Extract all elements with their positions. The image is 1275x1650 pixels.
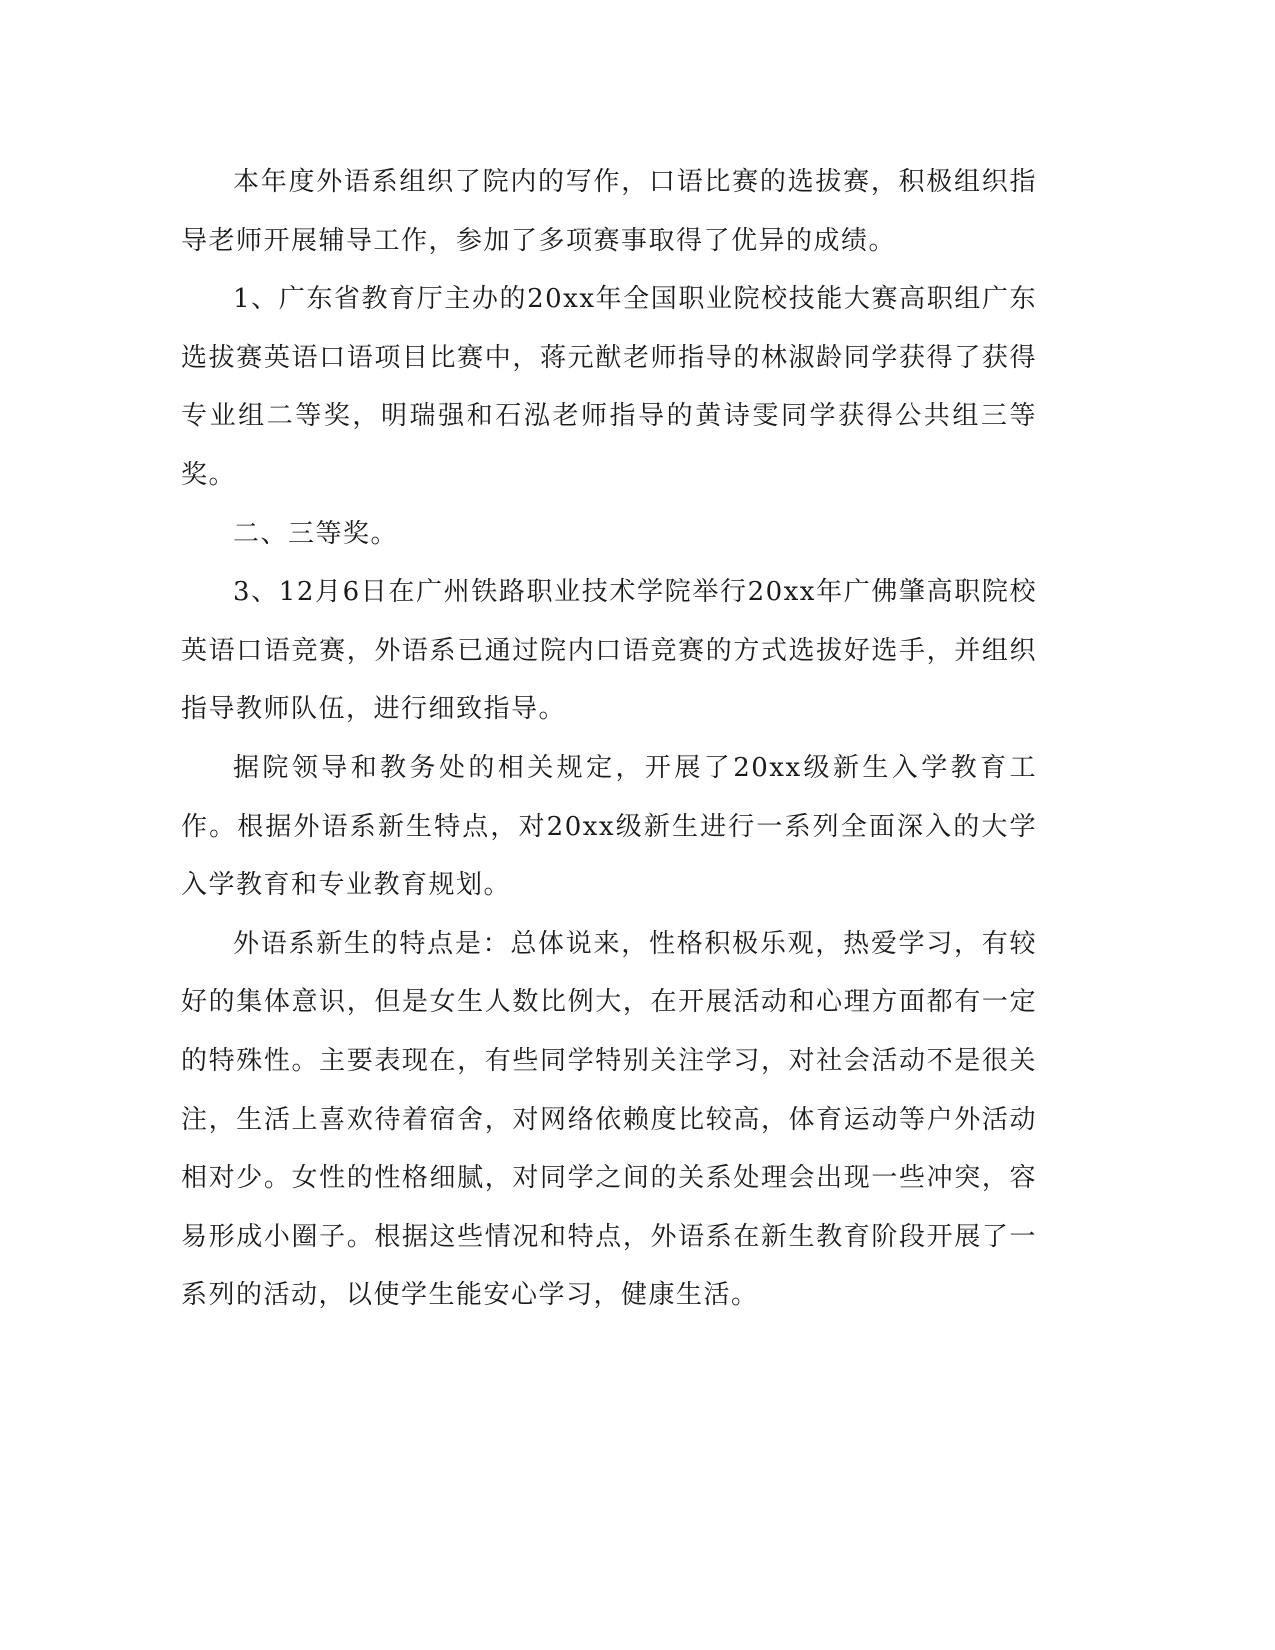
paragraph-competitions-intro: 本年度外语系组织了院内的写作，口语比赛的选拔赛，积极组织指导老师开展辅导工作，参加了多项赛事取得了优异的成绩。: [181, 167, 1037, 256]
paragraph-item-2-award: 二、三等奖。: [233, 518, 399, 549]
paragraph-item-3-competition: 3、12月6日在广州铁路职业技术学院举行20xx年广佛肇高职院校英语口语竞赛，外语系已通过院内口语竞赛的方式选拔好选手，并组织指导教师队伍，进行细致指导。: [181, 577, 1037, 725]
document-body: [181, 153, 1037, 1325]
paragraph-freshman-characteristics: 外语系新生的特点是：总体说来，性格积极乐观，热爱学习，有较好的集体意识，但是女生人数比例大，在开展活动和心理方面都有一定的特殊性。主要表现在，有些同学特别关注学习，对社会活动不是很关注，生活上喜欢待着宿舍，对网络依赖度比较高，体育运动等户外活动相对少。女性的性格细腻，对同学之间的关系处理会出现一些冲突，容易形成小圈子。根据这些情况和特点，外语系在新生教育阶段开展了一系列的活动，以使学生能安心学习，健康生活。: [181, 928, 1037, 1311]
paragraph-freshman-education: 据院领导和教务处的相关规定，开展了20xx级新生入学教育工作。根据外语系新生特点，对20xx级新生进行一系列全面深入的大学入学教育和专业教育规划。: [181, 752, 1037, 901]
paragraph-item-1-award: 1、广东省教育厅主办的20xx年全国职业院校技能大赛高职组广东选拔赛英语口语项目比赛中，蒋元猷老师指导的林淑龄同学获得了获得专业组二等奖，明瑞强和石泓老师指导的黄诗雯同学获得公共组三等奖。: [181, 284, 1037, 490]
